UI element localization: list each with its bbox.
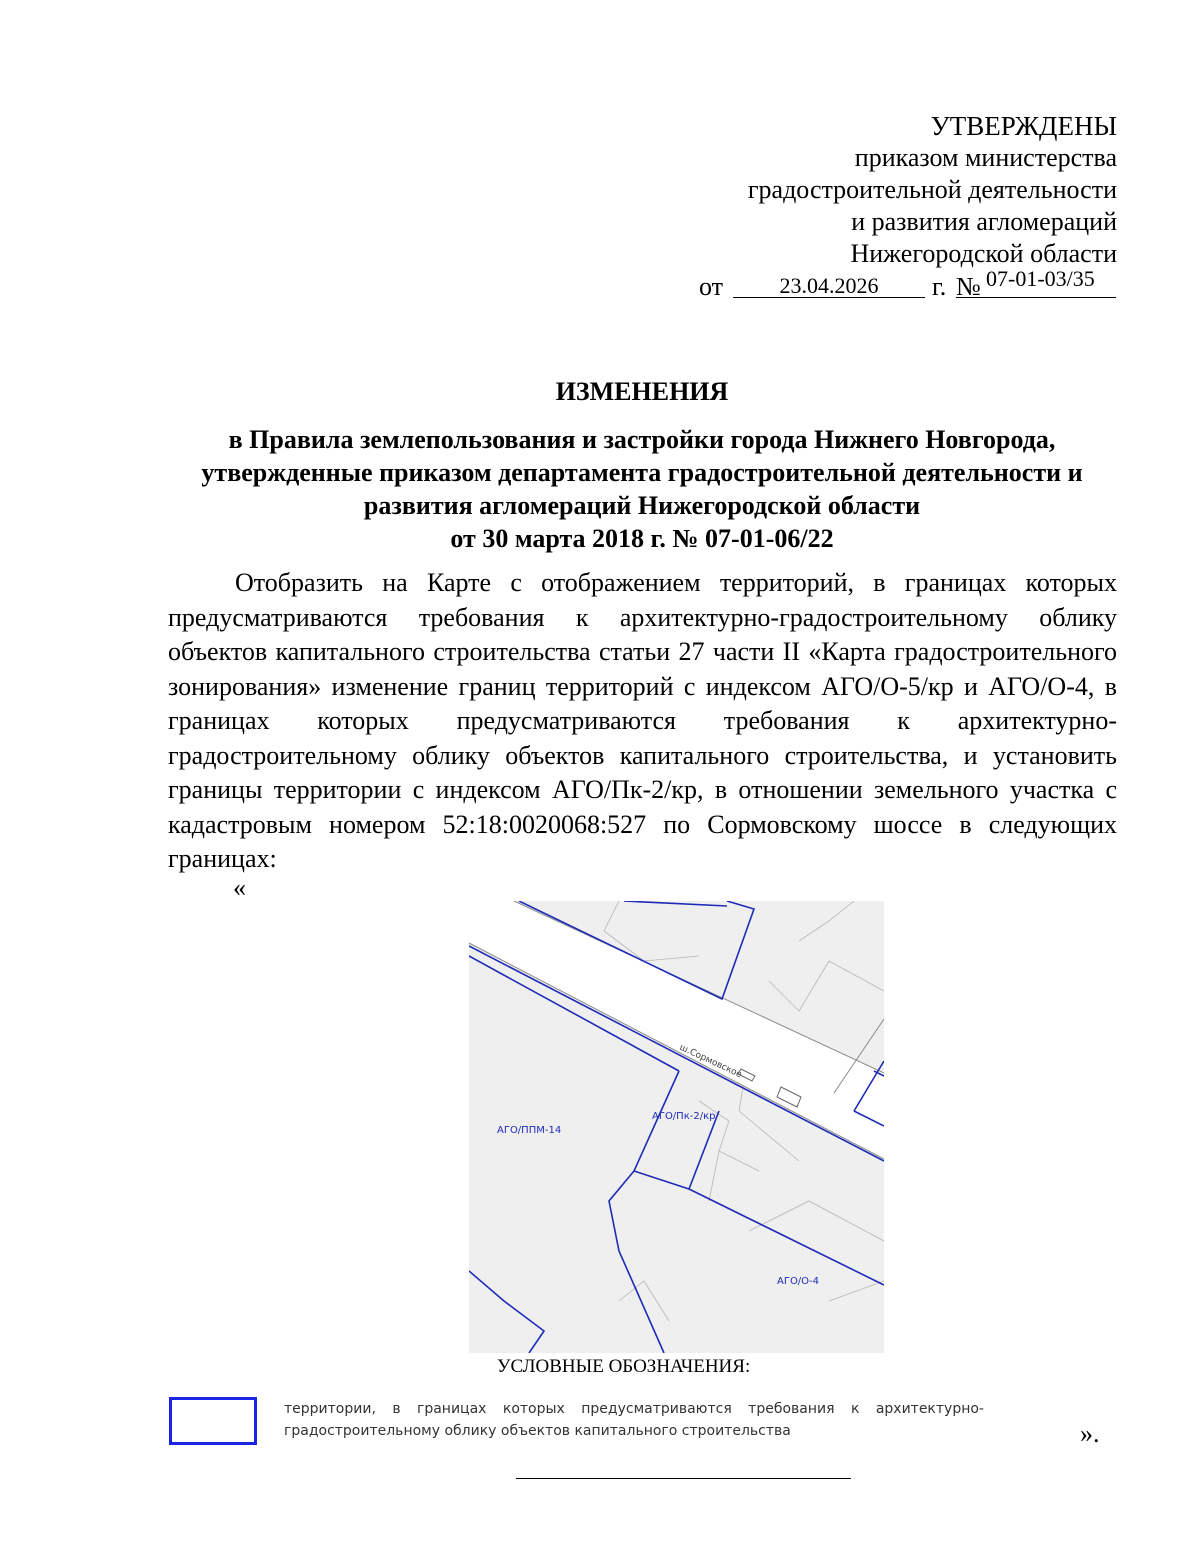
order-number: 07-01-03/35 — [986, 266, 1095, 291]
body-paragraph: Отобразить на Карте с отображением территорий, в границах которых предусматриваются требования к архитектурно-градостроительному облику объектов капитального строительства статьи 27 части II «Карта градостроительного зонирования» изменение границ территорий с индексом АГО/О-5/кр и АГО/О-4, в границах которых предусматриваются требования к архитектурно-градостроительному облику объектов капитального строительства, и установить границы территории с индексом АГО/Пк-2/кр, в отношении земельного участка с кадастровым номером 52:18:0020068:527 по Сормовскому шоссе в следующих границах: — [168, 568, 1117, 873]
order-date-number — [699, 268, 1119, 302]
legend-title: УСЛОВНЫЕ ОБОЗНАЧЕНИЯ: — [497, 1356, 751, 1377]
approval-line: Нижегородской области — [850, 239, 1117, 268]
map-drawing — [469, 901, 884, 1353]
order-date: 23.04.2026 — [733, 268, 925, 298]
approval-line: градостроительной деятельности — [747, 175, 1117, 204]
quote-close: ». — [1080, 1419, 1100, 1448]
subtitle-line: от 30 марта 2018 г. № 07-01-06/22 — [450, 524, 834, 553]
zone-label: АГО/ППМ-14 — [497, 1125, 562, 1136]
zoning-map — [469, 901, 884, 1353]
zone-label: АГО/О-4 — [777, 1276, 820, 1287]
year-label: г. — [932, 272, 947, 301]
approval-title: УТВЕРЖДЕНЫ — [930, 111, 1117, 141]
legend-item-text: территории, в границах которых предусматриваются требования к архитектурно-градостроительному облику объектов капитального строительства — [284, 1401, 984, 1439]
approval-line: приказом министерства — [854, 143, 1117, 172]
title-text: ИЗМЕНЕНИЯ — [555, 377, 729, 406]
number-sign: № — [956, 272, 981, 301]
document-title — [100, 375, 1184, 408]
document-subtitle — [100, 423, 1184, 555]
subtitle-line: развития агломераций Нижегородской области — [363, 491, 921, 520]
approval-block — [597, 110, 1117, 270]
legend-swatch — [169, 1397, 257, 1445]
order-number-field — [956, 266, 1116, 301]
street-label: ш.Сормовское — [677, 1042, 744, 1081]
from-label: от — [699, 272, 724, 301]
quote-open: « — [233, 873, 246, 902]
closing-rule — [516, 1478, 851, 1479]
zone-label: АГО/Пк-2/кр — [652, 1111, 716, 1122]
subtitle-line: утвержденные приказом департамента градостроительной деятельности и — [201, 458, 1083, 487]
subtitle-line: в Правила землепользования и застройки города Нижнего Новгорода, — [228, 425, 1056, 454]
approval-line: и развития агломераций — [851, 207, 1117, 236]
